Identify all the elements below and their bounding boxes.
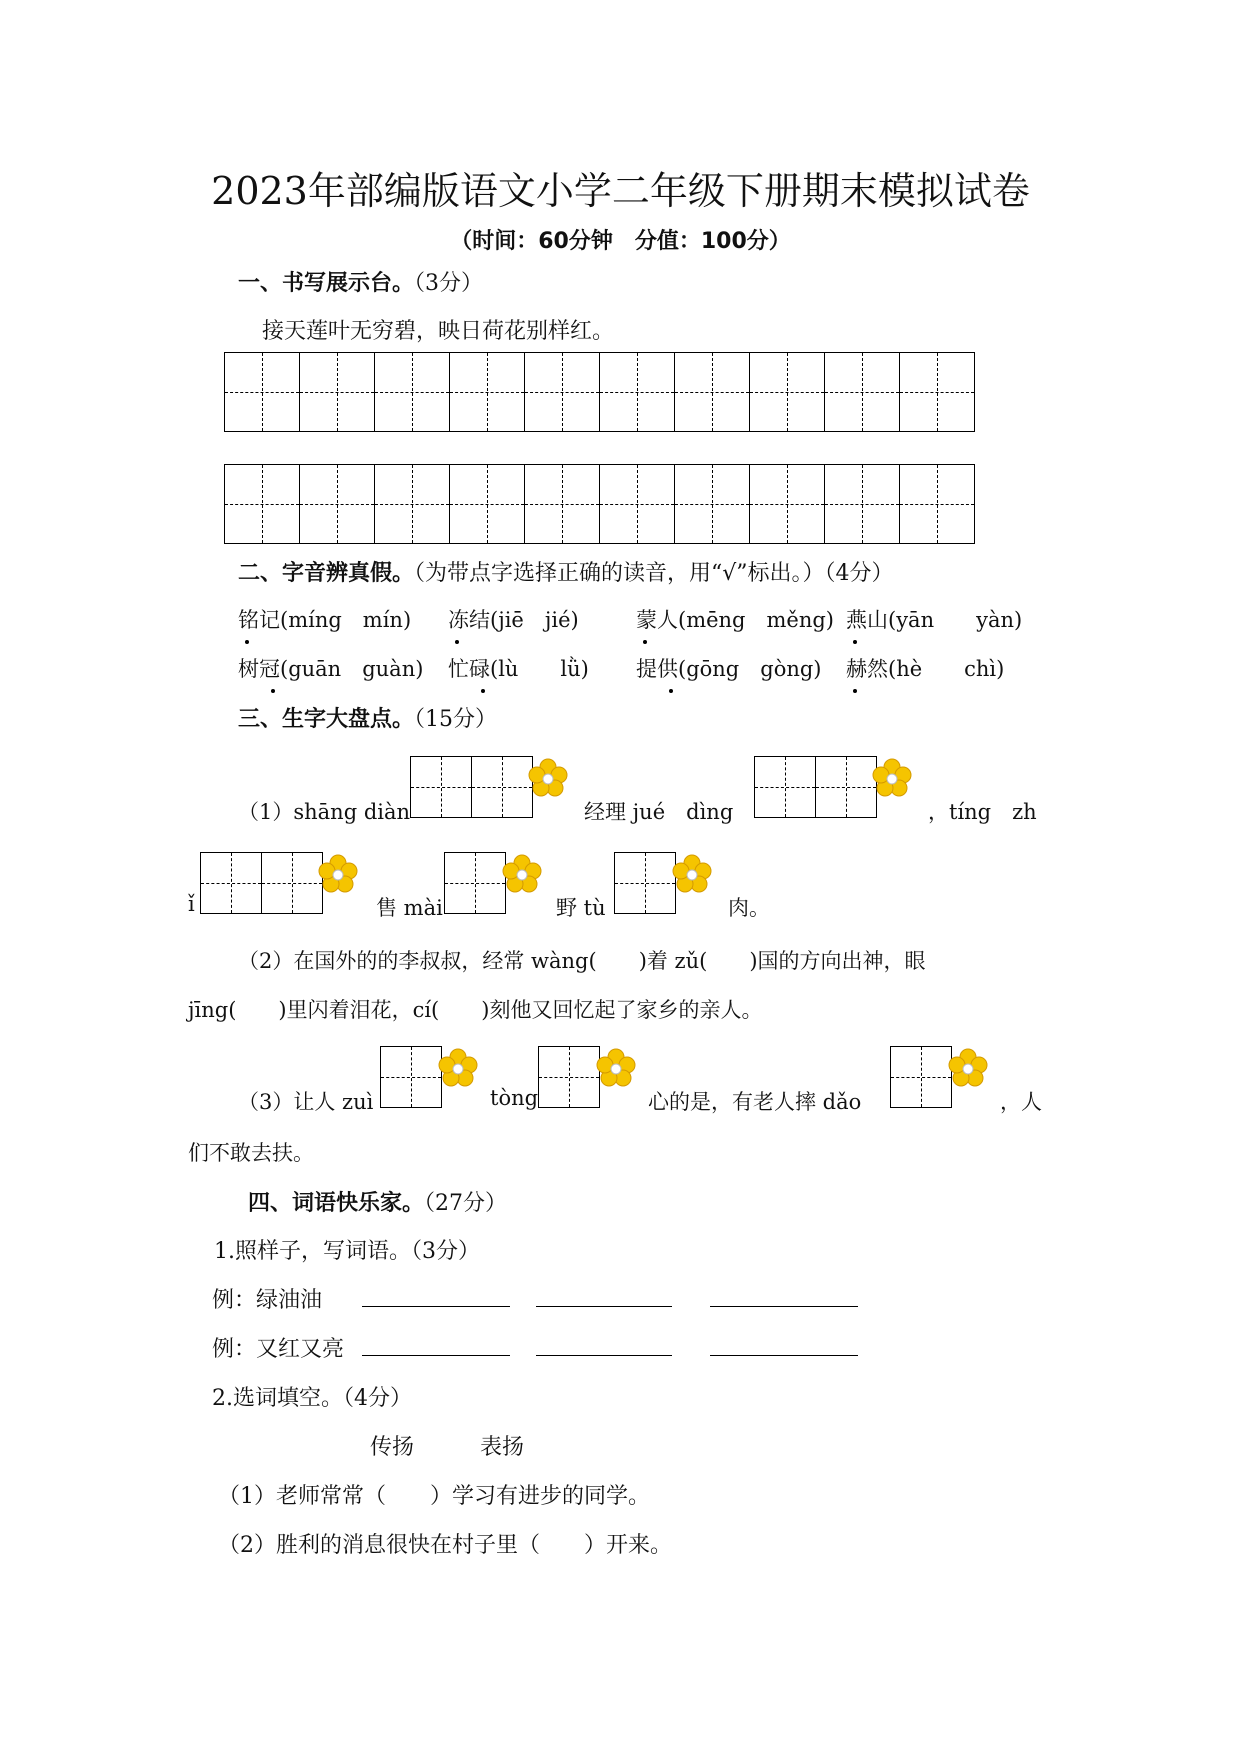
s4-q1-label: 1.照样子，写词语。（3分） xyxy=(214,1239,480,1264)
q1-text-f: 野 tù xyxy=(556,896,606,920)
answer-line[interactable] xyxy=(710,1355,858,1356)
answer-line[interactable] xyxy=(362,1306,510,1307)
s4-q2-label: 2.选词填空。（4分） xyxy=(212,1386,412,1411)
q1-text-e: 售 mài xyxy=(376,896,443,920)
flower-icon xyxy=(948,1048,988,1088)
section-2-heading: 二、字音辨真假。（为带点字选择正确的读音，用“√”标出。）（4分） xyxy=(238,561,894,586)
emphasis-dot xyxy=(853,640,857,644)
answer-line[interactable] xyxy=(710,1306,858,1307)
q3-text-d: ，人 xyxy=(1000,1090,1042,1114)
q2-line-1[interactable]: （2）在国外的的李叔叔，经常 wàng( )着 zǔ( )国的方向出神，眼 xyxy=(238,949,926,973)
pinyin-item[interactable]: 蒙人(mēng měng) xyxy=(636,608,835,632)
poem-line: 接天莲叶无穷碧，映日荷花别样红。 xyxy=(262,319,615,344)
page-subtitle: （时间：60分钟 分值：100分） xyxy=(450,229,791,254)
emphasis-dot xyxy=(271,689,275,693)
section-4-heading: 四、词语快乐家。（27分） xyxy=(248,1191,508,1216)
pinyin-item[interactable]: 赫然(hè chì) xyxy=(846,657,1005,681)
flower-icon xyxy=(528,758,568,798)
flower-icon xyxy=(872,758,912,798)
char-box[interactable] xyxy=(380,1046,442,1108)
q1-text-a: （1）shāng diàn xyxy=(238,800,411,824)
char-box-pair[interactable] xyxy=(410,756,533,818)
q1-text-d: ǐ xyxy=(188,892,195,916)
word-option-1: 传扬 xyxy=(370,1435,415,1460)
flower-icon xyxy=(596,1048,636,1088)
char-box[interactable] xyxy=(890,1046,952,1108)
writing-grid-row-1[interactable] xyxy=(224,352,975,432)
word-option-2: 表扬 xyxy=(480,1435,525,1460)
page-title: 2023年部编版语文小学二年级下册期末模拟试卷 xyxy=(211,169,1030,213)
q2-line-2[interactable]: jīng( )里闪着泪花，cí( )刻他又回忆起了家乡的亲人。 xyxy=(188,998,763,1022)
section-1-heading: 一、书写展示台。（3分） xyxy=(238,271,484,296)
q1-text-g: 肉。 xyxy=(728,896,770,920)
pinyin-item[interactable]: 冻结(jiē jié) xyxy=(448,608,579,632)
flower-icon xyxy=(502,854,542,894)
q3-text-a: （3）让人 zuì xyxy=(238,1090,374,1114)
emphasis-dot xyxy=(245,640,249,644)
emphasis-dot xyxy=(853,689,857,693)
example-2: 例：又红又亮 xyxy=(212,1337,345,1362)
q3-line-2: 们不敢去扶。 xyxy=(188,1141,314,1165)
fill-blank-1[interactable]: （1）老师常常（ ）学习有进步的同学。 xyxy=(218,1484,650,1509)
pinyin-item[interactable]: 提供(gōng gòng) xyxy=(636,657,822,681)
answer-line[interactable] xyxy=(536,1306,672,1307)
q1-text-c: ，tíng zh xyxy=(928,800,1037,824)
pinyin-item[interactable]: 燕山(yān yàn) xyxy=(846,608,1023,632)
char-box[interactable] xyxy=(444,852,506,914)
char-box[interactable] xyxy=(614,852,676,914)
flower-icon xyxy=(318,854,358,894)
section-3-heading: 三、生字大盘点。（15分） xyxy=(238,707,498,732)
emphasis-dot xyxy=(481,689,485,693)
q1-text-b: 经理 jué dìng xyxy=(584,800,734,824)
emphasis-dot xyxy=(643,640,647,644)
char-box[interactable] xyxy=(538,1046,600,1108)
example-1: 例：绿油油 xyxy=(212,1288,323,1313)
fill-blank-2[interactable]: （2）胜利的消息很快在村子里（ ）开来。 xyxy=(218,1533,672,1558)
flower-icon xyxy=(672,854,712,894)
char-box-pair[interactable] xyxy=(200,852,323,914)
pinyin-item[interactable]: 树冠(guān guàn) xyxy=(238,657,424,681)
flower-icon xyxy=(438,1048,478,1088)
answer-line[interactable] xyxy=(536,1355,672,1356)
emphasis-dot xyxy=(455,640,459,644)
emphasis-dot xyxy=(669,689,673,693)
q3-text-c: 心的是，有老人摔 dǎo xyxy=(648,1090,862,1114)
pinyin-item[interactable]: 铭记(míng mín) xyxy=(238,608,412,632)
answer-line[interactable] xyxy=(362,1355,510,1356)
pinyin-item[interactable]: 忙碌(lù lǜ) xyxy=(448,657,589,681)
q3-text-b: tòng xyxy=(490,1086,539,1110)
writing-grid-row-2[interactable] xyxy=(224,464,975,544)
char-box-pair[interactable] xyxy=(754,756,877,818)
